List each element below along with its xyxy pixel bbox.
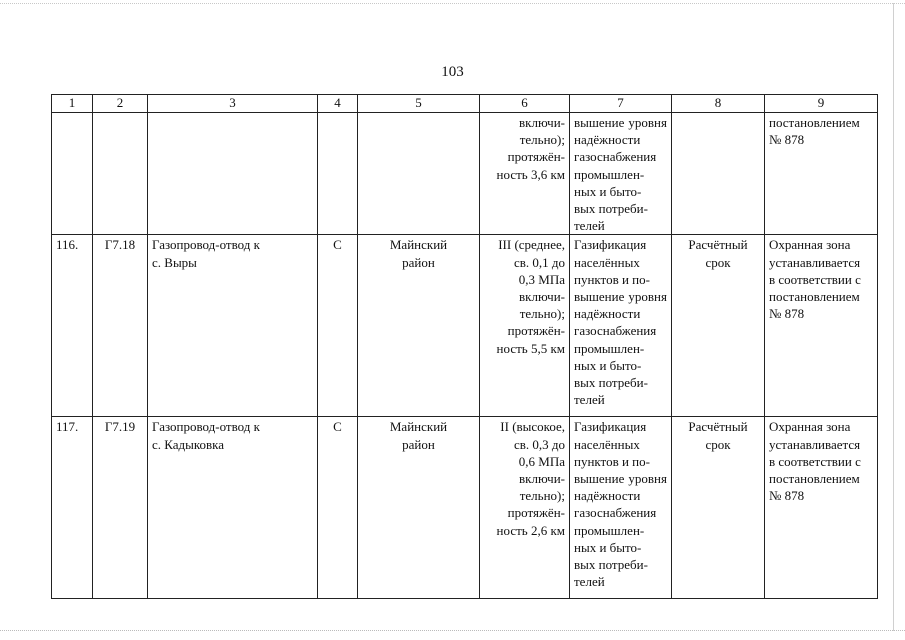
implementation-term: Расчётный срок xyxy=(672,417,765,599)
column-header: 5 xyxy=(358,95,480,113)
scan-edge-right xyxy=(893,3,894,631)
infrastructure-table xyxy=(51,94,878,599)
purpose-cell: Газификация населённых пунктов и по- вышение уровня надёжности газоснабжения промышлен- ных и быто- вых потреби- телей xyxy=(570,417,672,599)
object-type: С xyxy=(318,235,358,417)
object-type: С xyxy=(318,417,358,599)
purpose-cell: вышение уровня надёжности газоснабжения промышлен- ных и быто- вых потреби- телей xyxy=(570,113,672,235)
column-header: 8 xyxy=(672,95,765,113)
column-header: 6 xyxy=(480,95,570,113)
parameters-cell: III (среднее, св. 0,1 до 0,3 МПа включи- тельно); протяжён- ность 5,5 км xyxy=(480,235,570,417)
row-number: 116. xyxy=(52,235,93,417)
scan-edge-bottom xyxy=(0,630,905,631)
row-number: 117. xyxy=(52,417,93,599)
object-location: Майнский район xyxy=(358,235,480,417)
column-header: 4 xyxy=(318,95,358,113)
page-number: 103 xyxy=(441,64,464,80)
column-header: 9 xyxy=(765,95,878,113)
continuation-row xyxy=(52,113,878,235)
parameters-cell: включи- тельно); протяжён- ность 3,6 км xyxy=(480,113,570,235)
zone-cell: постановлением № 878 xyxy=(765,113,878,235)
table-row xyxy=(52,417,878,599)
parameters-cell: II (высокое, св. 0,3 до 0,6 МПа включи- тельно); протяжён- ность 2,6 км xyxy=(480,417,570,599)
object-name: Газопровод-отвод к с. Кадыковка xyxy=(148,417,318,599)
column-number-row xyxy=(52,95,878,113)
zone-cell: Охранная зона устанавливается в соответствии с постановлением № 878 xyxy=(765,417,878,599)
table-row xyxy=(52,235,878,417)
object-location: Майнский район xyxy=(358,417,480,599)
column-header: 7 xyxy=(570,95,672,113)
object-code: Г7.19 xyxy=(93,417,148,599)
column-header: 1 xyxy=(52,95,93,113)
object-name: Газопровод-отвод к с. Выры xyxy=(148,235,318,417)
object-code: Г7.18 xyxy=(93,235,148,417)
implementation-term: Расчётный срок xyxy=(672,235,765,417)
column-header: 2 xyxy=(93,95,148,113)
scan-edge-top xyxy=(0,3,905,4)
purpose-cell: Газификация населённых пунктов и по- вышение уровня надёжности газоснабжения промышлен- ных и быто- вых потреби- телей xyxy=(570,235,672,417)
column-header: 3 xyxy=(148,95,318,113)
zone-cell: Охранная зона устанавливается в соответствии с постановлением № 878 xyxy=(765,235,878,417)
